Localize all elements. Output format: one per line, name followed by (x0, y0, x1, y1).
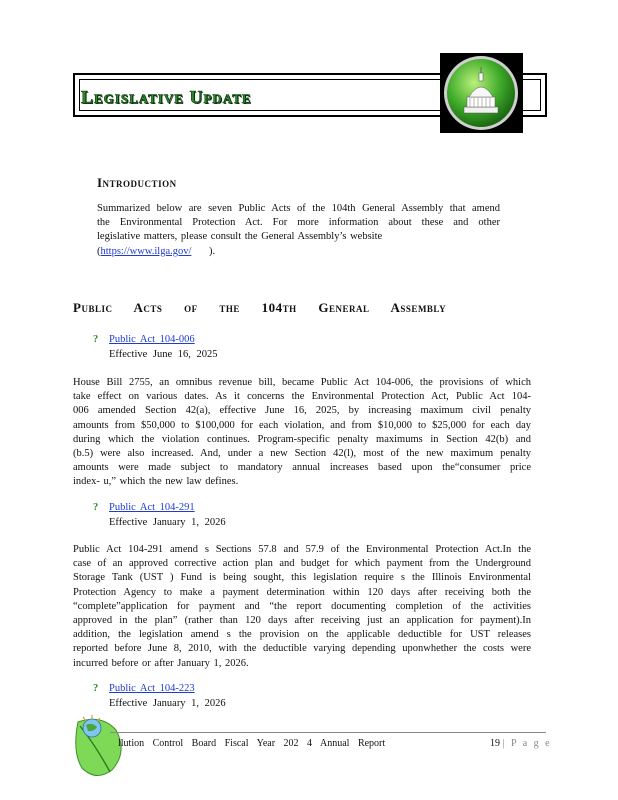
capitol-dome-seal-icon (440, 53, 523, 133)
footer-divider (110, 732, 546, 733)
footer-text: llution Control Board Fiscal Year 202 4 Annual Report (118, 738, 386, 749)
effective-date: Effective June 16, 2025 (109, 349, 218, 360)
introduction-heading: Introduction (97, 175, 177, 190)
text-line: the Environmental Protection Act. For more information about these and other (97, 217, 500, 229)
text-line: Protection Agency to make a payment determination within 120 days after receiving both the (73, 586, 531, 598)
act-link[interactable]: Public Act 104-291 (109, 502, 195, 513)
acts-section-heading: Public Acts of the 104th General Assembly (73, 300, 447, 315)
text-line: 006 amended Section 42(a), effective June 16, 2025, by increasing maximum civil penalty (73, 405, 531, 417)
act-entry (93, 681, 226, 711)
banner-title: Legislative Update (81, 87, 252, 107)
text-line: Storage Tank (UST ) Fund is being sought, this legislation require s the Illinois Environmental (73, 572, 531, 584)
effective-date: Effective January 1, 2026 (109, 517, 226, 528)
text-line: addition, the legislation amend s the provision on the applicable deductible for UST releases (73, 629, 531, 641)
text-line: approved in the plan” (rather than 120 days after receiving just an application for payment).In (73, 615, 531, 627)
text-line: Summarized below are seven Public Acts of the 104th General Assembly that amend (97, 203, 500, 214)
text-line: take effect on various dates. As it concerns the Environmental Protection Act, Public Act 104- (73, 391, 531, 403)
act-link[interactable]: Public Act 104-223 (109, 683, 195, 694)
bullet-icon: ? (93, 334, 99, 345)
act-link[interactable]: Public Act 104-006 (109, 334, 195, 345)
text-line: Public Act 104-291 amend s Sections 57.8 and 57.9 of the Environmental Protection Act.In the (73, 544, 531, 555)
introduction-paragraph (97, 202, 500, 259)
effective-date: Effective January 1, 2026 (109, 698, 226, 709)
text-line: amounts were made subject to mandatory annual increases based upon the“consumer price (73, 462, 531, 474)
footer-page-number: 19 | P a g e (490, 738, 552, 749)
ilga-website-link[interactable]: https://www.ilga.gov/ (100, 245, 192, 257)
link-line: (https://www.ilga.gov/ ). (97, 245, 216, 257)
bullet-icon: ? (93, 683, 99, 694)
text-line: reported before June 8, 2010, with the deductible varying depending uponwhether the costs were (73, 643, 531, 655)
text-line: legislative matters, please consult the General Assembly’s website (97, 231, 383, 243)
text-line: index- u,” which the new law defines. (73, 476, 239, 488)
act-entry (93, 332, 218, 362)
bullet-icon: ? (93, 502, 99, 513)
text-line: House Bill 2755, an omnibus revenue bill, became Public Act 104-006, the provisions of which (73, 377, 531, 388)
act-entry (93, 500, 226, 530)
leaf-globe-logo-icon (72, 712, 128, 787)
text-line: incurred before or after January 1, 2026. (73, 657, 249, 669)
act-description (73, 543, 531, 671)
text-line: case of an approved corrective action plan and budget for which payment from the Underground (73, 558, 531, 570)
text-line: during which the violation continues. Program-specific penalty maximums in Section 42(b) and (73, 433, 531, 445)
text-line: amounts from $50,000 to $100,000 for each violation, and from $10,000 to $25,000 for each day (73, 419, 531, 431)
text-line: “complete”application for payment and “the report documenting completion of the activities (73, 600, 531, 612)
act-description (73, 376, 531, 490)
text-line: (b.5) were also increased. And, under a new Section 42(l), most of the new maximum penalty (73, 448, 531, 460)
